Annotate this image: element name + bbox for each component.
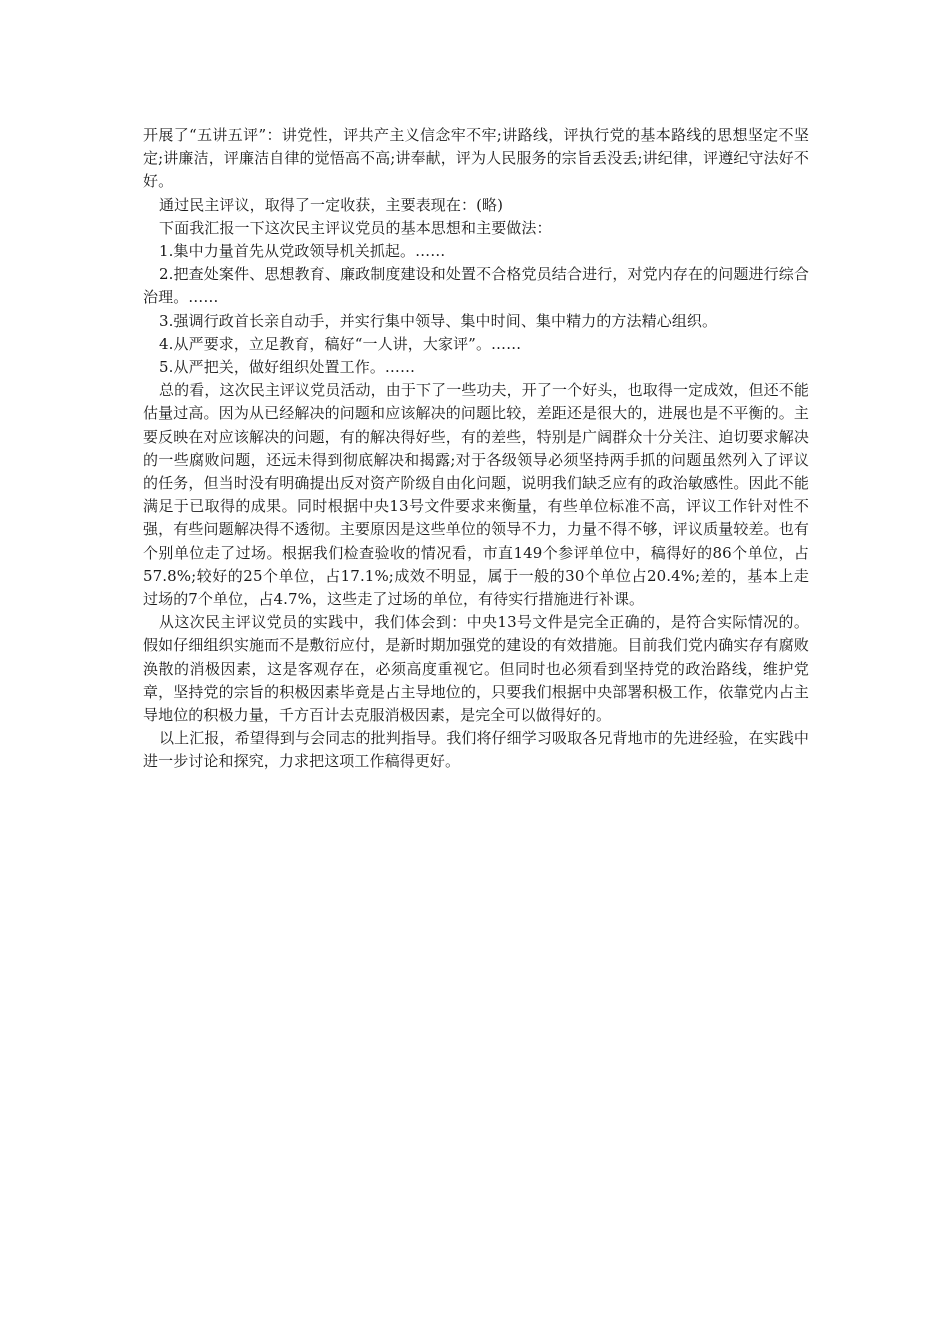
paragraph-report-intro: 下面我汇报一下这次民主评议党员的基本思想和主要做法： [159, 218, 552, 237]
list-item-5: 5.从严把关，做好组织处置工作。…… [159, 358, 416, 377]
list-item-1: 1.集中力量首先从党政领导机关抓起。…… [159, 242, 446, 261]
paragraph-gains: 通过民主评议，取得了一定收获，主要表现在：(略) [159, 195, 504, 214]
paragraph-experience: 从这次民主评议党员的实践中，我们体会到：中央13号文件是完全正确的，是符合实际情况的。假如仔细组织实施而不是敷衍应付，是新时期加强党的建设的有效措施。目前我们党内确实存有腐败涣散的消极因素，这是客观存在，必须高度重视它。但同时也必须看到坚持党的政治路线，维护党章，坚持党的宗旨的积极因素毕竟是占主导地位的，只要我们根据中央部署积极工作，依靠党内占主导地位的积极力量，千方百计去克服消极因素，是完全可以做得好的。 [143, 613, 809, 725]
list-item-3: 3.强调行政首长亲自动手，并实行集中领导、集中时间、集中精力的方法精心组织。 [159, 311, 718, 330]
paragraph-five-lectures: 开展了“五讲五评”：讲党性，评共产主义信念牢不牢;讲路线，评执行党的基本路线的思想坚定不坚定;讲廉洁，评廉洁自律的觉悟高不高;讲奉献，评为人民服务的宗旨丢没丢;讲纪律，评遵纪守法好不好。 [143, 126, 809, 191]
paragraph-overall-assessment: 总的看，这次民主评议党员活动，由于下了一些功夫，开了一个好头，也取得一定成效，但还不能估量过高。因为从已经解决的问题和应该解决的问题比较，差距还是很大的，进展也是不平衡的。主要反映在对应该解决的问题，有的解决得好些，有的差些，特别是广阔群众十分关注、迫切要求解决的一些腐败问题，还远未得到彻底解决和揭露;对于各级领导必须坚持两手抓的问题虽然列入了评议的任务，但当时没有明确提出反对资产阶级自由化问题，说明我们缺乏应有的政治敏感性。因此不能满足于已取得的成果。同时根据中央13号文件要求来衡量，有些单位标准不高，评议工作针对性不强，有些问题解决得不透彻。主要原因是这些单位的领导不力，力量不得不够，评议质量较差。也有个别单位走了过场。根据我们检查验收的情况看，市直149个参评单位中，稿得好的86个单位，占57.8%;较好的25个单位，占17.1%;成效不明显，属于一般的30个单位占20.4%;差的，基本上走过场的7个单位，占4.7%，这些走了过场的单位，有待实行措施进行补课。 [143, 381, 809, 609]
paragraph-conclusion: 以上汇报，希望得到与会同志的批判指导。我们将仔细学习吸取各兄背地市的先进经验，在实践中进一步讨论和探究，力求把这项工作稿得更好。 [143, 729, 809, 771]
list-item-4: 4.从严要求，立足教育，稿好“一人讲，大家评”。…… [159, 334, 522, 353]
document-body [143, 124, 809, 774]
list-item-2: 2.把查处案件、思想教育、廉政制度建设和处置不合格党员结合进行，对党内存在的问题进行综合治理。…… [143, 265, 809, 307]
